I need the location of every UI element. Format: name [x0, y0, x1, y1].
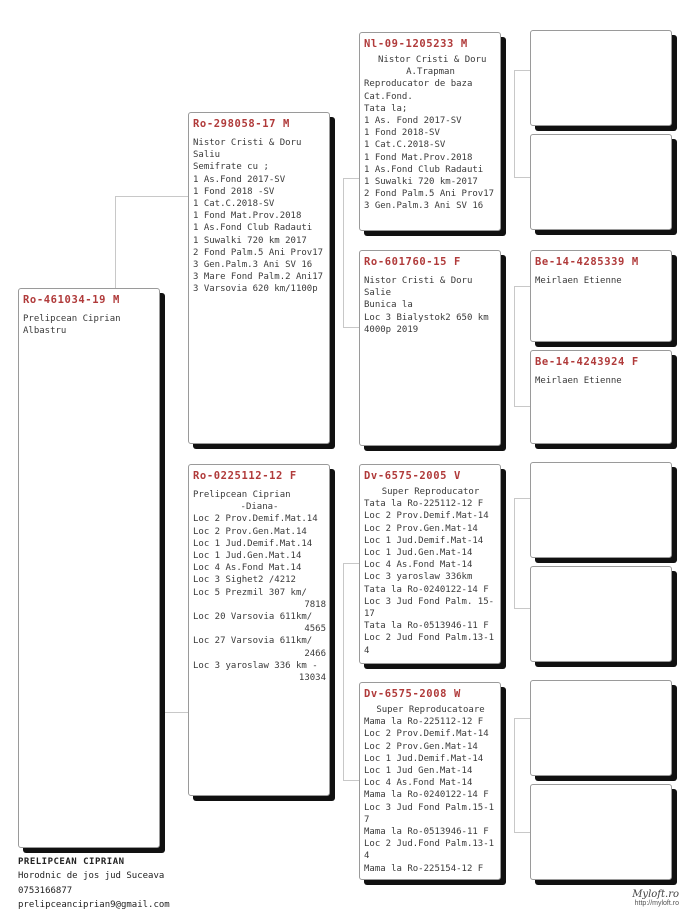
card-line: 1 As.Fond Club Radauti	[364, 164, 484, 175]
card-line: 1 Cat.C.2018-SV	[364, 140, 446, 151]
card-line: Super Reproducatoare	[376, 705, 485, 715]
card-line: Meirlaen Etienne	[535, 376, 622, 386]
card-line: 2 Fond Palm.5 Ani Prov17	[193, 247, 324, 258]
pedigree-card-sire-sire[interactable]	[359, 32, 501, 231]
card-line: Saliu	[193, 150, 221, 161]
connector-line	[514, 286, 530, 287]
pedigree-card-empty[interactable]	[530, 134, 672, 230]
card-line: 1 Suwalki 720 km 2017	[193, 235, 307, 246]
card-line: Loc 2 Prov.Gen.Mat-14	[364, 741, 478, 752]
card-line: 3 Gen.Palm.3 Ani SV 16	[364, 201, 484, 212]
connector-line	[514, 718, 515, 832]
card-line: 1 As. Fond 2017-SV	[364, 116, 462, 127]
card-line: Loc 4 As.Fond Mat-14	[364, 778, 473, 789]
card-line: Albastru	[23, 326, 67, 337]
brand-logo: Myloft.ro	[632, 889, 679, 900]
ring-number: Ro-461034-19 M	[23, 294, 120, 306]
card-line: 3 Gen.Palm.3 Ani SV 16	[193, 260, 313, 271]
card-line: Nistor Cristi & Doru	[378, 55, 487, 65]
card-line: 1 As.Fond 2017-SV	[193, 174, 286, 185]
card-line: Loc 3 Sighet2 /4212	[193, 575, 296, 586]
card-line: Meirlaen Etienne	[535, 276, 622, 286]
card-line: Loc 27 Varsovia 611km/	[193, 636, 313, 647]
card-line: 4565	[304, 624, 326, 635]
card-line: Mama la Ro-225112-12 F	[364, 717, 484, 728]
card-line: Super Reproducator	[381, 487, 480, 497]
card-line: 3 Mare Fond Palm.2 Ani17	[193, 272, 324, 283]
card-line: 2 Fond Palm.5 Ani Prov17	[364, 189, 495, 200]
owner-address: Horodnic de jos jud Suceava	[18, 871, 165, 882]
card-line: 4000p 2019	[364, 324, 419, 335]
card-line: Semifrate cu ;	[193, 162, 269, 173]
connector-line	[514, 70, 515, 177]
pedigree-card-sire-dam-dam[interactable]	[530, 350, 672, 444]
card-line: 17	[364, 609, 375, 620]
card-line: Loc 2 Prov.Gen.Mat-14	[364, 523, 478, 534]
owner-phone: 0753166877	[18, 885, 73, 896]
owner-contact	[18, 855, 170, 912]
pedigree-card-empty[interactable]	[530, 566, 672, 662]
card-line: Mama la Ro-0513946-11 F	[364, 827, 489, 838]
connector-line	[514, 177, 530, 178]
connector-line	[514, 70, 530, 71]
card-line: 1 Fond 2018 -SV	[193, 186, 275, 197]
card-line: Loc 4 As.Fond Mat.14	[193, 563, 302, 574]
card-line: Loc 4 As.Fond Mat-14	[364, 560, 473, 571]
card-line: Prelipcean Ciprian	[193, 490, 291, 500]
card-line: Cat.Fond.	[364, 91, 413, 102]
pedigree-card-subject[interactable]	[18, 288, 160, 848]
brand-url: http://myloft.ro	[634, 900, 679, 907]
card-line: 4	[364, 851, 370, 862]
card-line: Loc 3 Bialystok2 650 km	[364, 312, 489, 323]
pedigree-card-dam-dam[interactable]	[359, 682, 501, 880]
connector-line	[514, 498, 530, 499]
card-line: -Diana-	[240, 502, 279, 513]
card-line: Loc 2 Prov.Gen.Mat.14	[193, 526, 307, 537]
card-line: Bunica la	[364, 300, 413, 311]
card-line: Tata la Ro-0240122-14 F	[364, 584, 489, 595]
card-line: 1 As.Fond Club Radauti	[193, 223, 313, 234]
connector-line	[514, 608, 530, 609]
pedigree-card-empty[interactable]	[530, 784, 672, 880]
card-line: Loc 1 Jud.Demif.Mat.14	[193, 538, 313, 549]
card-line: Loc 3 Jud Fond Palm.15-1	[364, 802, 495, 813]
connector-line	[343, 563, 360, 564]
card-line: Loc 1 Jud.Gen.Mat.14	[193, 551, 302, 562]
card-line: Loc 1 Jud.Gen.Mat-14	[364, 548, 473, 559]
card-line: Loc 2 Jud.Fond Palm.13-1	[364, 839, 495, 850]
pedigree-card-sire-dam[interactable]	[359, 250, 501, 446]
pedigree-card-sire[interactable]	[188, 112, 330, 444]
card-line: Loc 3 Jud Fond Palm. 15-	[364, 596, 495, 607]
card-line: 7	[364, 814, 370, 825]
connector-line	[514, 718, 530, 719]
card-line: Loc 3 yaroslaw 336 km -	[193, 660, 318, 671]
card-line: Loc 3 yaroslaw 336km	[364, 572, 473, 583]
card-line: A.Trapman	[406, 67, 455, 78]
card-line: Loc 2 Prov.Demif.Mat.14	[193, 514, 318, 525]
connector-line	[343, 178, 344, 327]
pedigree-card-dam[interactable]	[188, 464, 330, 796]
card-line: Loc 5 Prezmil 307 km/	[193, 587, 307, 598]
card-line: 1 Cat.C.2018-SV	[193, 199, 275, 210]
card-line: Tata la Ro-0513946-11 F	[364, 621, 489, 632]
card-line: Loc 1 Jud Gen.Mat-14	[364, 766, 473, 777]
card-line: 2466	[304, 648, 326, 659]
pedigree-card-empty[interactable]	[530, 680, 672, 776]
card-line: 1 Fond Mat.Prov.2018	[364, 152, 473, 163]
ring-number: Ro-601760-15 F	[364, 256, 461, 268]
card-line: Salie	[364, 288, 392, 299]
card-line: 3 Varsovia 620 km/1100p	[193, 284, 318, 295]
brand-watermark	[632, 889, 679, 907]
ring-number: Dv-6575-2008 W	[364, 688, 461, 700]
connector-line	[343, 327, 360, 328]
ring-number: Ro-0225112-12 F	[193, 470, 297, 482]
card-line: Reproducator de baza	[364, 79, 473, 90]
pedigree-card-dam-sire[interactable]	[359, 464, 501, 664]
card-line: Nistor Cristi & Doru	[193, 138, 302, 148]
pedigree-card-empty[interactable]	[530, 462, 672, 558]
card-line: 13034	[298, 673, 326, 684]
card-line: 1 Fond 2018-SV	[364, 128, 440, 139]
card-line: 1 Fond Mat.Prov.2018	[193, 211, 302, 222]
card-line: Loc 20 Varsovia 611km/	[193, 612, 313, 623]
card-line: Mama la Ro-225154-12 F	[364, 863, 484, 874]
ring-number: Ro-298058-17 M	[193, 118, 290, 130]
card-line: Loc 1 Jud.Demif.Mat-14	[364, 753, 484, 764]
card-line: 7818	[304, 599, 326, 610]
pedigree-card-empty[interactable]	[530, 30, 672, 126]
connector-line	[514, 832, 530, 833]
card-line: Tata la;	[364, 103, 408, 114]
connector-line	[514, 286, 515, 406]
card-line: Mama la Ro-0240122-14 F	[364, 790, 489, 801]
pedigree-card-sire-dam-sire[interactable]	[530, 250, 672, 342]
connector-line	[514, 406, 530, 407]
card-line: Nistor Cristi & Doru	[364, 276, 473, 286]
card-line: Loc 2 Prov.Demif.Mat-14	[364, 729, 489, 740]
card-line: Prelipcean Ciprian	[23, 314, 121, 324]
owner-email: prelipceanciprian9@gmail.com	[18, 899, 170, 910]
connector-line	[343, 780, 360, 781]
ring-number: Nl-09-1205233 M	[364, 38, 468, 50]
connector-line	[514, 498, 515, 608]
card-line: Loc 2 Prov.Demif.Mat-14	[364, 511, 489, 522]
ring-number: Be-14-4243924 F	[535, 356, 639, 368]
connector-line	[343, 563, 344, 780]
ring-number: Be-14-4285339 M	[535, 256, 639, 268]
card-line: Loc 2 Jud Fond Palm.13-1	[364, 633, 495, 644]
card-line: Tata la Ro-225112-12 F	[364, 499, 484, 510]
card-line: 4	[364, 645, 370, 656]
owner-name: PRELIPCEAN CIPRIAN	[18, 857, 125, 867]
connector-line	[115, 196, 189, 197]
connector-line	[343, 178, 360, 179]
card-line: 1 Suwalki 720 km-2017	[364, 177, 478, 188]
card-line: Loc 1 Jud.Demif.Mat-14	[364, 535, 484, 546]
ring-number: Dv-6575-2005 V	[364, 470, 461, 482]
